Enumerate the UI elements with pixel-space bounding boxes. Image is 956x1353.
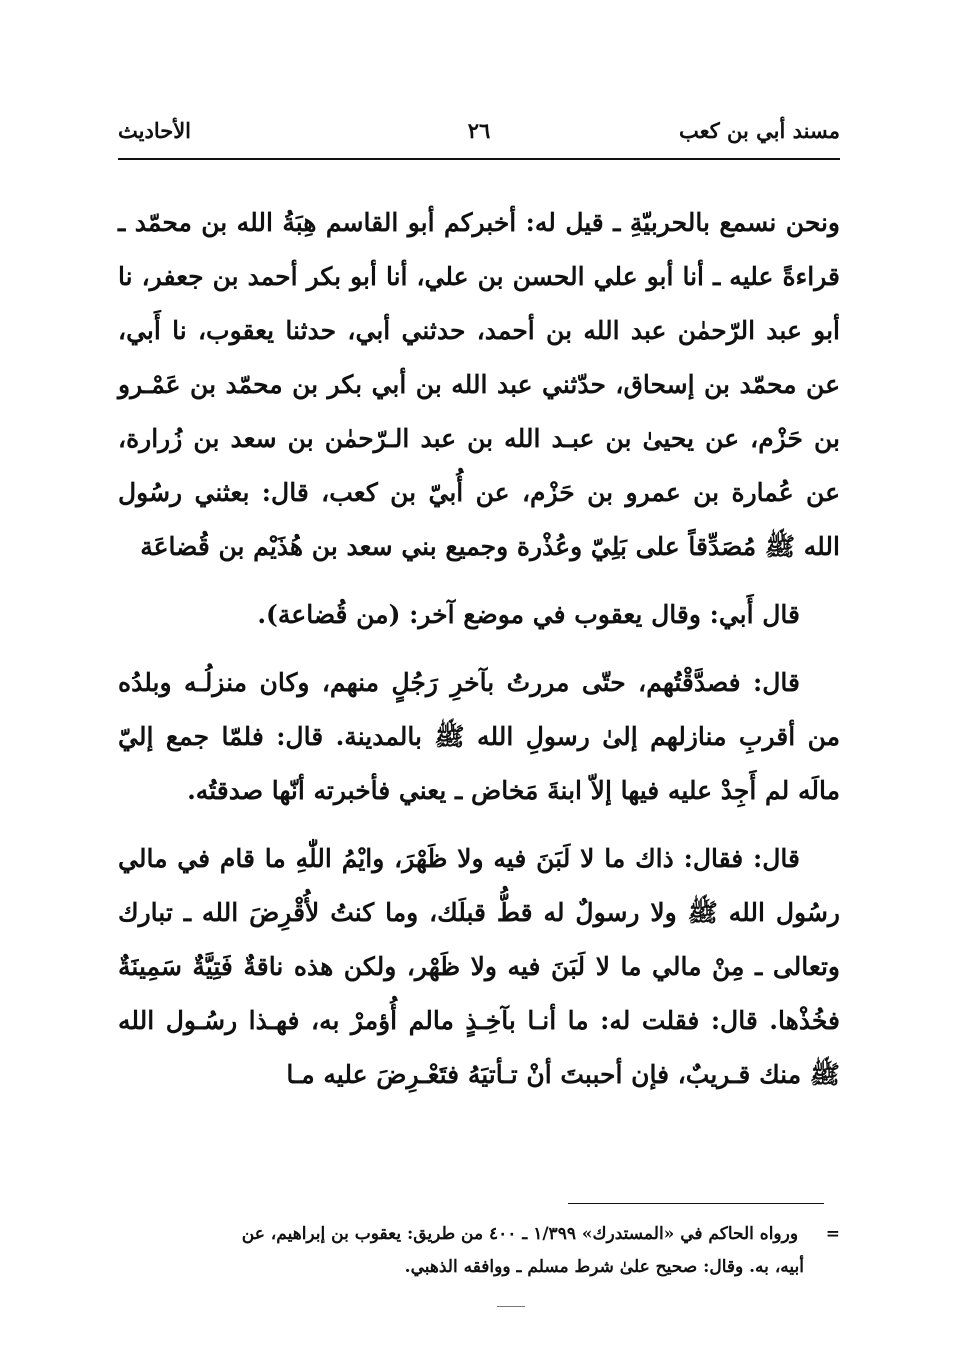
paragraph-note: قال أَبي: وقال يعقوب في موضع آخر: (من قُضاعة). <box>257 600 800 629</box>
footnote-text-1: ورواه الحاكم في «المستدرك» ١/٣٩٩ ـ ٤٠٠ من طريق: يعقوب بن إبراهيم، عن <box>241 1224 799 1244</box>
header-divider <box>118 158 840 160</box>
footnote-line-2: أبيه، به. وقال: صحيح علىٰ شرط مسلم ـ ووافقه الذهبي. <box>404 1257 804 1277</box>
paragraph-narration: قال: فصدَّقْتُهم، حتّى مررتُ بآخرِ رَجُلٍ منهم، وكان منزلُـه وبلدُه من أقربِ منازلهم إلىٰ رسولِ الله ﷺ بالمدينة. قال: فلمّا جمع إليّ مالَه لم أَجِدْ عليه فيها إلاّ ابنةَ مَخاض ـ يعني فأخبرته أنّها صدقتُه. <box>118 668 840 805</box>
main-text <box>118 196 840 1102</box>
footnote <box>118 1218 840 1284</box>
footnote-divider <box>568 1203 824 1204</box>
paragraph-dialogue: قال: فقال: ذاك ما لا لَبَنَ فيه ولا ظَهْرَ، وايْمُ اللّٰهِ ما قام في مالي رسُول الله ﷺ ولا رسولٌ له قطُّ قبلَك، وما كنتُ لأُقْرِضَ الله ـ تبارك وتعالى ـ مِنْ مالي ما لا لَبَنَ فيه ولا ظَهْر، ولكن هذه ناقةٌ فَتِيَّةٌ سَمِينَةٌ فخُذْها. قال: فقلت له: ما أنـا بآخِـذٍ مالم أُؤمرْ به، فهـذا رسُـول الله ﷺ منك قـريبٌ، فإن أحببتَ أنْ تـأتيَهُ فتَعْـرِضَ عليه مـا <box>118 844 840 1089</box>
footnote-continuation-mark: = <box>825 1224 840 1244</box>
paragraph-isnad: ونحن نسمع بالحربيّةِ ـ قيل له: أخبركم أبو القاسم هِبَةُ الله بن محمّد ـ قراءةً عليه ـ أنا أبو علي الحسن بن علي، أنا أبو بكر أحمد بن جعفر، نا أبو عبد الرّحمٰن عبد الله بن أحمد، حدثني أبي، حدثنا يعقوب، نا أَبي، عن محمّد بن إسحاق، حدّثني عبد الله بن أبي بكر بن محمّد بن عَمْـرو بن حَزْم، عن يحيىٰ بن عبـد الله بن عبد الـرّحمٰن بن سعد بن زُرارة، عن عُمارة بن عمرو بن حَزْم، عن أُبيّ بن كعب، قال: بعثني رسُول الله ﷺ مُصَدِّقاً على بَلِيّ وعُذْرة وجميع بني سعد بن هُذَيْم بن قُضاعَة <box>118 208 840 561</box>
running-title: مسند أبي بن كعب <box>678 118 840 143</box>
page-header <box>118 118 840 158</box>
page-bottom-mark <box>497 1306 525 1307</box>
page-number: ٢٦ <box>467 118 491 143</box>
section-title: الأحاديث <box>118 118 192 143</box>
footnote-line-1 <box>118 1218 840 1251</box>
